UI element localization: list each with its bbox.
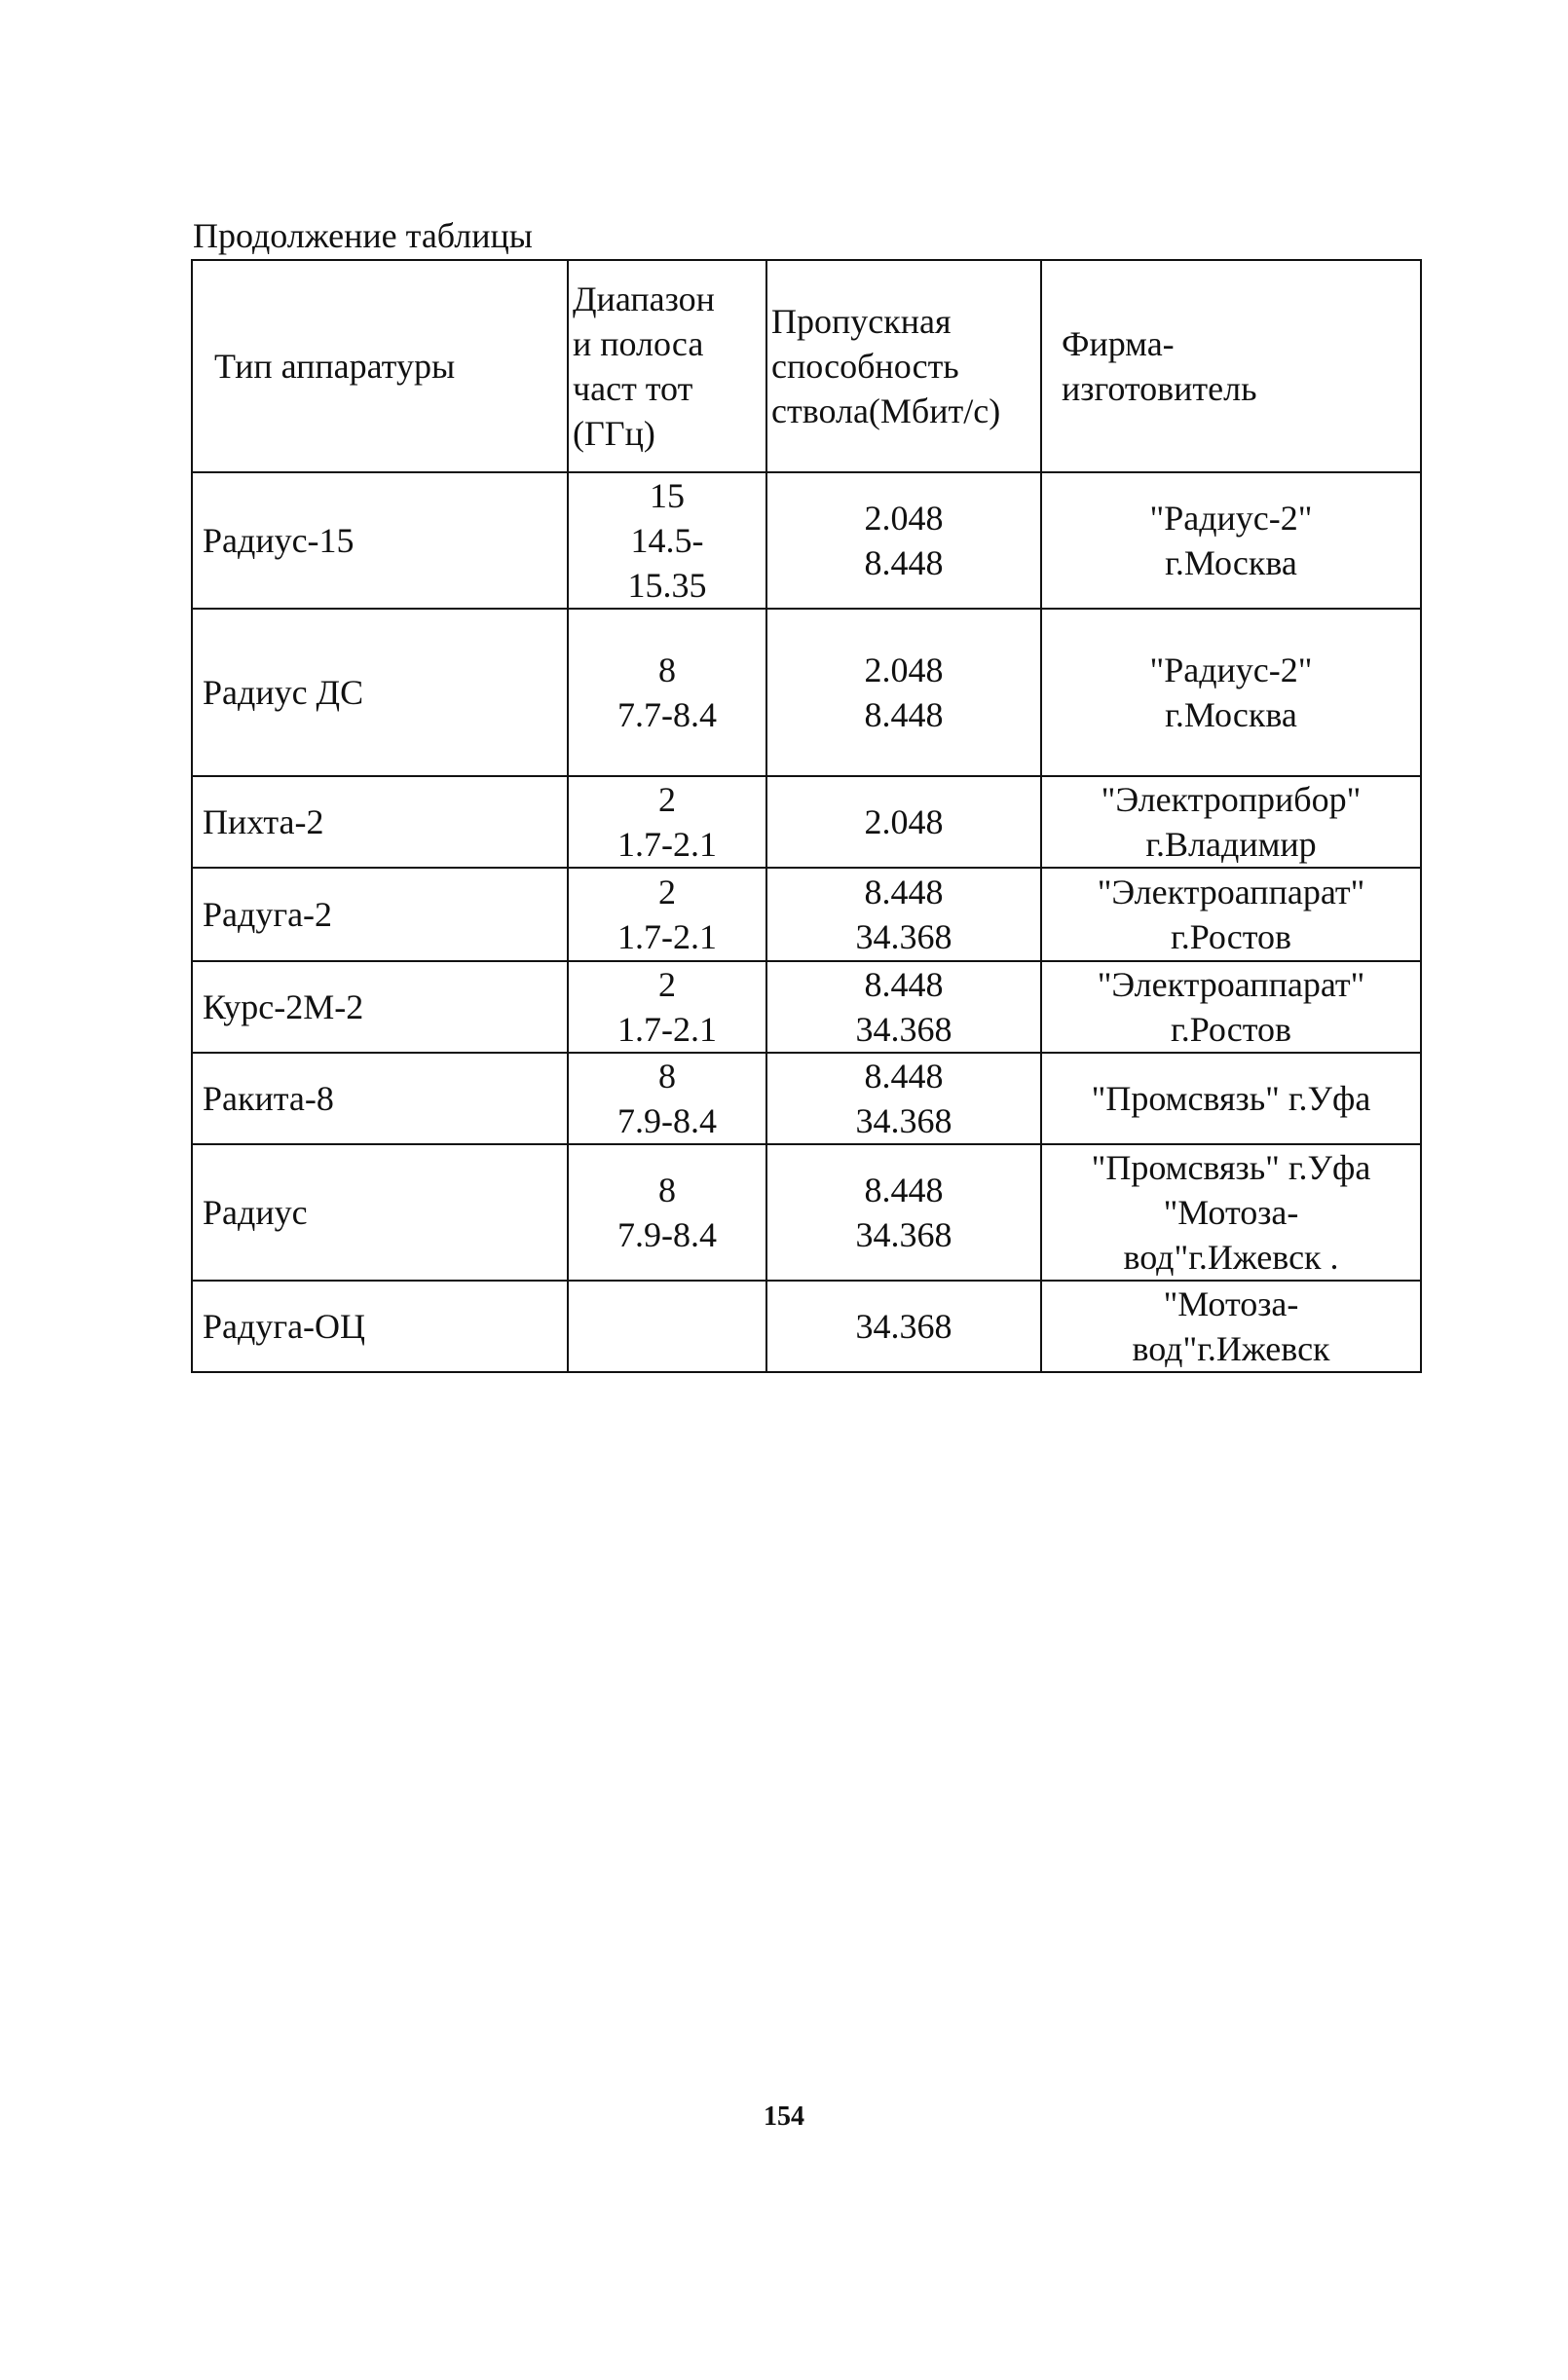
table-row — [192, 472, 1421, 609]
cell-manufacturer: "Радиус-2" г.Москва — [1041, 472, 1421, 609]
cell-equipment-type: Радуга-ОЦ — [192, 1281, 568, 1372]
table-row — [192, 609, 1421, 776]
header-throughput: Пропускная способность ствола(Мбит/с) — [766, 260, 1041, 472]
cell-equipment-type: Радиус-15 — [192, 472, 568, 609]
cell-equipment-type: Радиус — [192, 1144, 568, 1281]
cell-throughput: 8.448 34.368 — [766, 961, 1041, 1053]
header-frequency-range: Диапазон и полоса част тот (ГГц) — [568, 260, 766, 472]
cell-frequency-range: 2 1.7-2.1 — [568, 868, 766, 961]
page-number: 154 — [764, 2101, 804, 2132]
table-caption: Продолжение таблицы — [193, 216, 533, 255]
cell-manufacturer: "Электроприбор" г.Владимир — [1041, 776, 1421, 868]
cell-throughput: 8.448 34.368 — [766, 868, 1041, 961]
cell-equipment-type: Пихта-2 — [192, 776, 568, 868]
cell-equipment-type: Ракита-8 — [192, 1053, 568, 1144]
table-row — [192, 868, 1421, 961]
cell-manufacturer: "Электроаппарат" г.Ростов — [1041, 961, 1421, 1053]
cell-manufacturer: "Радиус-2" г.Москва — [1041, 609, 1421, 776]
cell-manufacturer: "Промсвязь" г.Уфа "Мотоза- вод"г.Ижевск . — [1041, 1144, 1421, 1281]
cell-throughput: 8.448 34.368 — [766, 1144, 1041, 1281]
cell-frequency-range — [568, 1281, 766, 1372]
cell-throughput: 2.048 8.448 — [766, 472, 1041, 609]
cell-frequency-range: 2 1.7-2.1 — [568, 776, 766, 868]
equipment-table — [191, 259, 1422, 1373]
cell-throughput: 2.048 — [766, 776, 1041, 868]
cell-manufacturer: "Промсвязь" г.Уфа — [1041, 1053, 1421, 1144]
table-row — [192, 1144, 1421, 1281]
cell-frequency-range: 15 14.5- 15.35 — [568, 472, 766, 609]
header-manufacturer: Фирма- изготовитель — [1041, 260, 1421, 472]
table-header-row — [192, 260, 1421, 472]
cell-throughput: 2.048 8.448 — [766, 609, 1041, 776]
table-row — [192, 776, 1421, 868]
cell-equipment-type: Радиус ДС — [192, 609, 568, 776]
cell-manufacturer: "Мотоза- вод"г.Ижевск — [1041, 1281, 1421, 1372]
cell-manufacturer: "Электроаппарат" г.Ростов — [1041, 868, 1421, 961]
cell-equipment-type: Курс-2М-2 — [192, 961, 568, 1053]
table-row — [192, 1281, 1421, 1372]
cell-frequency-range: 2 1.7-2.1 — [568, 961, 766, 1053]
header-equipment-type: Тип аппаратуры — [192, 260, 568, 472]
cell-frequency-range: 8 7.7-8.4 — [568, 609, 766, 776]
cell-throughput: 8.448 34.368 — [766, 1053, 1041, 1144]
cell-equipment-type: Радуга-2 — [192, 868, 568, 961]
cell-throughput: 34.368 — [766, 1281, 1041, 1372]
table-row — [192, 1053, 1421, 1144]
cell-frequency-range: 8 7.9-8.4 — [568, 1144, 766, 1281]
cell-frequency-range: 8 7.9-8.4 — [568, 1053, 766, 1144]
table-row — [192, 961, 1421, 1053]
